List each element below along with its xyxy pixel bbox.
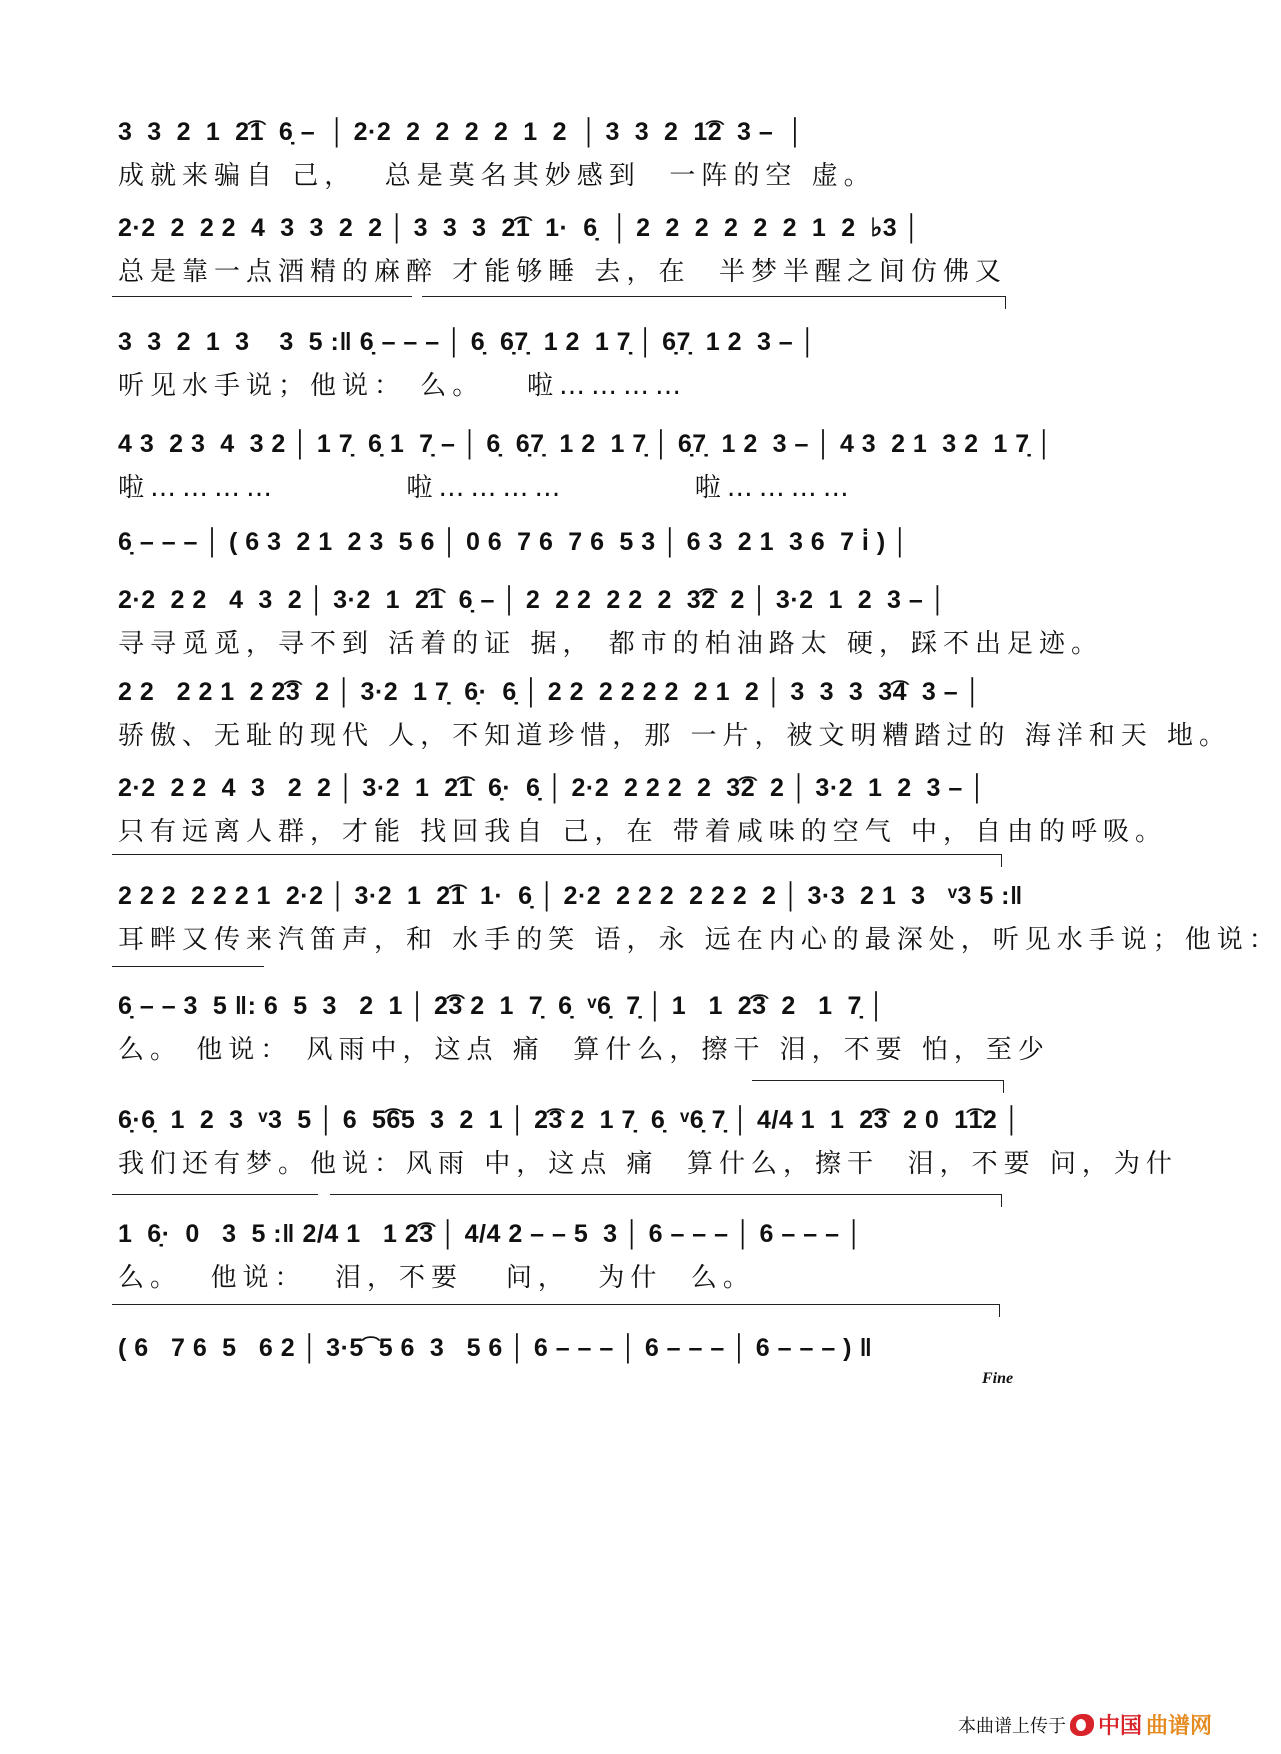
notation-line-12: 1 6̣· 0 3 5 :‖ 2/4 1 1 2͡3 │ 4/4 2 – – 5 3 │ 6 – – – │ 6 – – – │ xyxy=(118,1220,864,1248)
logo-text-part2: 曲谱网 xyxy=(1145,1714,1212,1739)
notation-line-2: 2·2 2 2 2 4 3 3 2 2 │ 3 3 3 2͡1 1· 6̣ │ 2 2 2 2 2 2 1 2 ♭3 │ xyxy=(118,214,921,242)
notation-line-9: 2 2 2 2 2 2 1 2·2 │ 3·2 1 2͡1 1· 6̣ │ 2·2 2 2 2 2 2 2 2 │ 3·3 2 1 3 ᵛ3 5 :‖ xyxy=(118,882,1023,910)
lyrics-line-6: 寻寻觅觅，寻不到 活着的证 据， 都市的柏油路太 硬，踩不出足迹。 xyxy=(118,629,1104,659)
slur-line-3 xyxy=(112,1194,318,1195)
upload-text: 本曲谱上传于 xyxy=(957,1715,1066,1737)
system-4 xyxy=(118,424,1128,534)
system-8 xyxy=(118,768,1168,878)
volta-bracket-1 xyxy=(112,296,412,297)
system-7 xyxy=(118,672,1232,782)
volta-bracket-3 xyxy=(112,966,264,967)
notation-line-3: 3 3 2 1 3 3 5 :‖ 6̣ – – – │ 6̣ 6̣7̣ 1 2 1 7̣ │ 6̣7̣ 1 2 3 – │ xyxy=(118,328,817,356)
system-13 xyxy=(118,1328,1128,1438)
notation-line-13: ( 6 7 6 5 6 2 │ 3·5͡ 5 6 3 5 6 │ 6 – – – │ 6 – – – │ 6 – – – ) ‖ xyxy=(118,1334,873,1362)
notation-line-8: 2·2 2 2 4 3 2 2 │ 3·2 1 2͡1 6̣· 6̣ │ 2·2 2 2 2 2 3͡2 2 │ 3·2 1 2 3 – │ xyxy=(118,774,987,802)
notation-line-4: 4 3 2 3 4 3 2 │ 1 7̣ 6̣ 1 7̣ – │ 6̣ 6̣7̣ 1 2 1 7̣ │ 6̣7̣ 1 2 3 – │ 4 3 2 1 3 2 1 7̣ │ xyxy=(118,430,1054,458)
lyrics-line-4: 啦………… 啦………… 啦………… xyxy=(118,473,855,503)
lyrics-line-2: 总是靠一点酒精的麻醉 才能够睡 去，在 半梦半醒之间仿佛又 xyxy=(118,257,1008,287)
lyrics-line-9: 耳畔又传来汽笛声，和 水手的笑 语，永 远在内心的最深处，听见水手说；他说： xyxy=(118,925,1281,955)
notation-line-5: 6̣ – – – │ ( 6 3 2 1 2 3 5 6 │ 0 6 7 6 7 6 5 3 │ 6 3 2 1 3 6 7 i̇ ) │ xyxy=(118,528,910,556)
lyrics-line-1: 成就来骗自 己， 总是莫名其妙感到 一阵的空 虚。 xyxy=(118,161,876,191)
lyrics-line-12: 么。 他说： 泪，不要 问， 为什 么。 xyxy=(118,1263,755,1293)
logo-text-part1: 中国 xyxy=(1097,1714,1142,1739)
lyrics-line-3: 听见水手说；他说： 么。 啦………… xyxy=(118,371,688,401)
site-watermark xyxy=(958,1709,1212,1740)
notation-line-10: 6̣ – – 3 5 ‖: 6 5 3 2 1 │ 2͡3 2 1 7̣ 6̣ ᵛ6̣ 7̣ │ 1 1 2͡3 2 1 7̣ │ xyxy=(118,992,886,1020)
lyrics-line-7: 骄傲、无耻的现代 人，不知道珍惜，那 一片，被文明糟踏过的 海洋和天 地。 xyxy=(118,721,1232,751)
system-9 xyxy=(118,876,1281,986)
lyrics-line-10: 么。 他说： 风雨中，这点 痛 算什么，擦干 泪，不要 怕，至少 xyxy=(118,1035,1050,1065)
system-3 xyxy=(118,322,1128,432)
slur-line-4 xyxy=(112,1304,1000,1305)
notation-line-1: 3 3 2 1 2͡1 6̣ – │ 2·2 2 2 2 2 1 2 │ 3 3 2 1͡2 3 – │ xyxy=(118,118,805,146)
system-2 xyxy=(118,208,1128,318)
system-12 xyxy=(118,1214,1128,1324)
notation-line-6: 2·2 2 2 4 3 2 │ 3·2 1 2͡1 6̣ – │ 2 2 2 2 2 2 3͡2 2 │ 3·2 1 2 3 – │ xyxy=(118,586,947,614)
slur-line-2 xyxy=(112,854,1002,855)
notation-line-11: 6̣·6̣ 1 2 3 ᵛ3 5 │ 6 5͡65 3 2 1 │ 2͡3 2 1 7̣ 6̣ ᵛ6̣ 7̣ │ 4/4 1 1 2͡3 2 0 1͡12 │ xyxy=(118,1106,1021,1134)
site-logo-icon xyxy=(1070,1714,1094,1736)
notation-line-7: 2 2 2 2 1 2 2͡3 2 │ 3·2 1 7̣ 6̣· 6̣ │ 2 2 2 2 2 2 2 1 2 │ 3 3 3 3͡4 3 – │ xyxy=(118,678,982,706)
volta-bracket-1b xyxy=(752,1080,1004,1081)
lyrics-line-11: 我们还有梦。他说：风雨 中，这点 痛 算什么，擦干 泪，不要 问，为什 xyxy=(118,1149,1178,1179)
system-1 xyxy=(118,112,1128,222)
lyrics-line-8: 只有远离人群，才能 找回我自 己，在 带着咸味的空气 中，自由的呼吸。 xyxy=(118,817,1168,847)
fine-marker: Fine xyxy=(982,1370,1014,1387)
slur-line-1 xyxy=(422,296,1006,297)
volta-bracket-2 xyxy=(330,1194,1002,1195)
